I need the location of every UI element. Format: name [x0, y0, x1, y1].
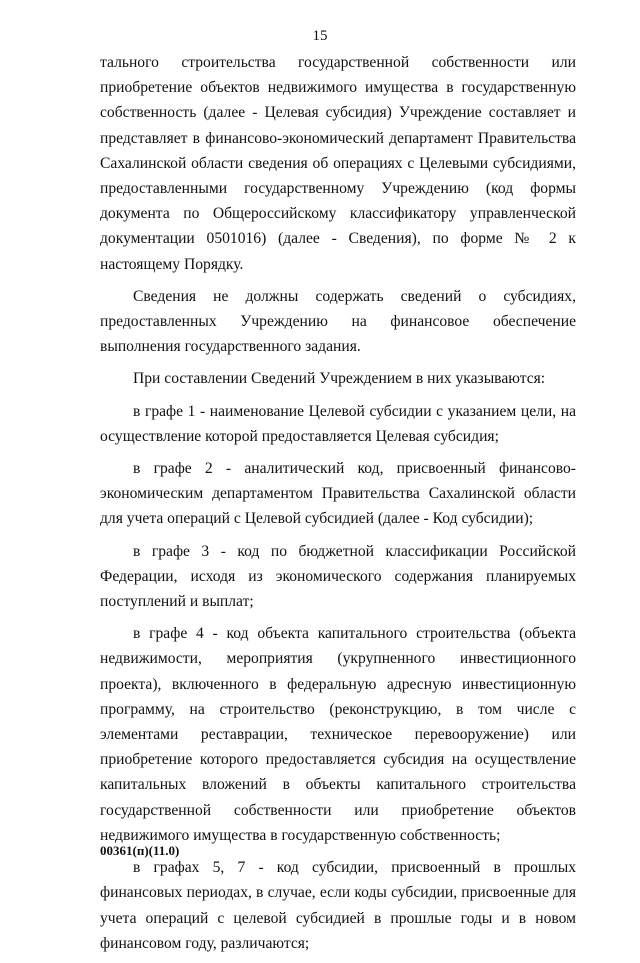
paragraph-column-1: в графе 1 - наименование Целевой субсидии с указанием цели, на осуществление которой предоставляется Целевая субсидия; — [100, 402, 576, 445]
footer-document-code: 00361(п)(11.0) — [100, 843, 180, 858]
paragraph-column-4: в графе 4 - код объекта капитального строительства (объекта недвижимости, мероприятия (укрупненного инвестиционного проекта), включенного в федеральную адресную инвестиционную программу, на строительство (реконструкцию, в том числе с элементами реставрации, техническое перевооружение) или приобретение которого предоставляется субсидия на осуществление капитальных вложений в объекты капитального строительства государственной собственности или приобретение объектов недвижимого имущества в государственную собственность; — [100, 625, 576, 844]
paragraph-column-3: в графе 3 - код по бюджетной классификации Российской Федерации, исходя из экономического содержания планируемых поступлений и выплат; — [100, 542, 576, 611]
page-number: 15 — [312, 28, 328, 44]
paragraph-subsidy-exclusion: Сведения не должны содержать сведений о субсидиях, предоставленных Учреждению на финансовое обеспечение выполнения государственного задания. — [100, 287, 576, 356]
body-text — [100, 50, 576, 963]
paragraph-column-2: в графе 2 - аналитический код, присвоенный финансово-экономическим департаментом Правительства Сахалинской области для учета операций с Целевой субсидией (далее - Код субсидии); — [100, 460, 576, 528]
paragraph-info-intro: При составлении Сведений Учреждением в них указываются: — [133, 370, 546, 388]
paragraph-columns-5-7: в графах 5, 7 - код субсидии, присвоенный в прошлых финансовых периодах, в случае, если коды субсидии, присвоенные для учета операций с целевой субсидией в прошлые годы и в новом финансовом году, различаются; — [100, 859, 576, 952]
paragraph-continuation: тального строительства государственной собственности или приобретение объектов недвижимого имущества в государственную собственность (далее - Целевая субсидия) Учреждение составляет и представляет в финансово-экономический департамент Правительства Сахалинской области сведения об операциях с Целевыми субсидиями, предоставленными государственному Учреждению (код формы документа по Общероссийскому классификатору управленческой документации 0501016) (далее - Сведения), по форме № 2 к настоящему Порядку. — [100, 54, 576, 273]
